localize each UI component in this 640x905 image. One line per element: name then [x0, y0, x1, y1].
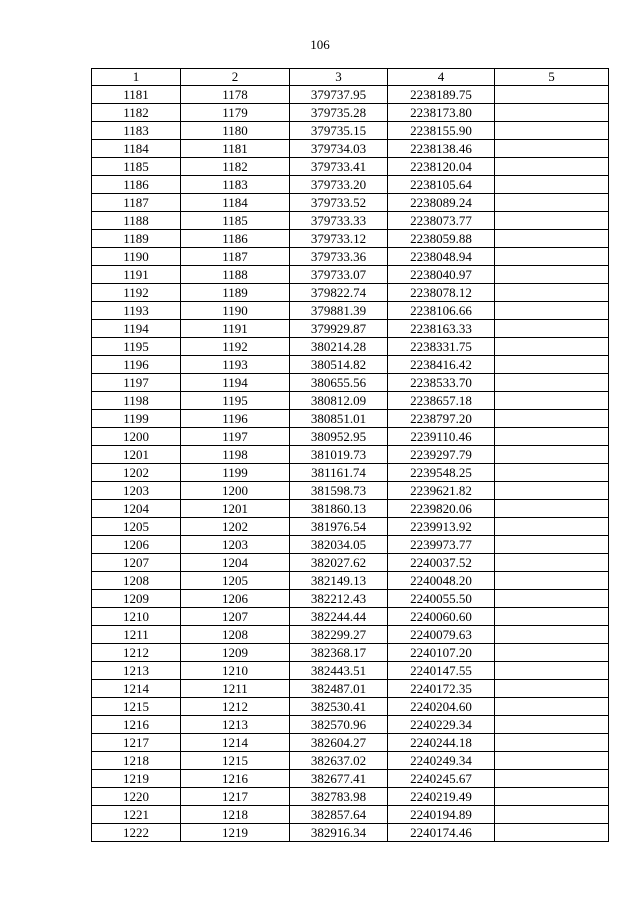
- table-cell: 2238106.66: [388, 302, 495, 320]
- table-cell: [495, 554, 609, 572]
- table-row: [92, 338, 609, 356]
- table-cell: 2240172.35: [388, 680, 495, 698]
- table-row: [92, 320, 609, 338]
- table-cell: 382244.44: [290, 608, 388, 626]
- table-cell: 1213: [92, 662, 181, 680]
- table-cell: 2240079.63: [388, 626, 495, 644]
- table-cell: [495, 374, 609, 392]
- column-header: 4: [388, 69, 495, 86]
- table-cell: 382443.51: [290, 662, 388, 680]
- table-cell: 382149.13: [290, 572, 388, 590]
- table-cell: 1196: [181, 410, 290, 428]
- table-cell: 1199: [181, 464, 290, 482]
- table-cell: 2238657.18: [388, 392, 495, 410]
- table-cell: 1201: [92, 446, 181, 464]
- table-cell: 2239621.82: [388, 482, 495, 500]
- table-cell: 1197: [92, 374, 181, 392]
- table-body: [92, 86, 609, 842]
- table-cell: 1198: [92, 392, 181, 410]
- table-cell: [495, 122, 609, 140]
- table-cell: 1208: [181, 626, 290, 644]
- table-cell: 2240048.20: [388, 572, 495, 590]
- table-cell: 381976.54: [290, 518, 388, 536]
- table-cell: 382857.64: [290, 806, 388, 824]
- table-cell: 1206: [181, 590, 290, 608]
- table-cell: 1204: [92, 500, 181, 518]
- table-row: [92, 176, 609, 194]
- table-cell: 1219: [181, 824, 290, 842]
- table-cell: 380851.01: [290, 410, 388, 428]
- table-cell: [495, 86, 609, 104]
- table-row: [92, 572, 609, 590]
- table-cell: 379733.33: [290, 212, 388, 230]
- table-cell: 380952.95: [290, 428, 388, 446]
- table-cell: [495, 716, 609, 734]
- table-cell: 380655.56: [290, 374, 388, 392]
- table-cell: 1182: [92, 104, 181, 122]
- table-row: [92, 680, 609, 698]
- table-cell: 1195: [181, 392, 290, 410]
- table-cell: 2239297.79: [388, 446, 495, 464]
- table-cell: 1187: [181, 248, 290, 266]
- table-row: [92, 284, 609, 302]
- table-cell: 382368.17: [290, 644, 388, 662]
- table-cell: 1202: [181, 518, 290, 536]
- table-row: [92, 410, 609, 428]
- table-cell: 2240107.20: [388, 644, 495, 662]
- table-cell: [495, 266, 609, 284]
- table-cell: 2238416.42: [388, 356, 495, 374]
- table-cell: 379733.07: [290, 266, 388, 284]
- table-cell: 382027.62: [290, 554, 388, 572]
- table-cell: 1221: [92, 806, 181, 824]
- table-cell: 1178: [181, 86, 290, 104]
- table-cell: [495, 410, 609, 428]
- table-row: [92, 554, 609, 572]
- table-cell: 1215: [181, 752, 290, 770]
- table-cell: 380214.28: [290, 338, 388, 356]
- table-cell: 2238048.94: [388, 248, 495, 266]
- table-row: [92, 86, 609, 104]
- table-cell: 1217: [92, 734, 181, 752]
- table-cell: 2240147.55: [388, 662, 495, 680]
- table-cell: 382570.96: [290, 716, 388, 734]
- table-cell: [495, 518, 609, 536]
- table-cell: 2240174.46: [388, 824, 495, 842]
- table-row: [92, 104, 609, 122]
- table-cell: 382916.34: [290, 824, 388, 842]
- table-row: [92, 788, 609, 806]
- table-cell: 380812.09: [290, 392, 388, 410]
- table-cell: 1198: [181, 446, 290, 464]
- table-cell: 1208: [92, 572, 181, 590]
- column-header: 5: [495, 69, 609, 86]
- table-cell: 2238089.24: [388, 194, 495, 212]
- table-cell: 379733.52: [290, 194, 388, 212]
- table-cell: 1209: [181, 644, 290, 662]
- table-cell: [495, 806, 609, 824]
- table-cell: 1214: [92, 680, 181, 698]
- table-cell: [495, 104, 609, 122]
- table-cell: 2239973.77: [388, 536, 495, 554]
- table-cell: 2240204.60: [388, 698, 495, 716]
- table-cell: 1193: [92, 302, 181, 320]
- table-cell: [495, 752, 609, 770]
- column-header: 2: [181, 69, 290, 86]
- column-header: 1: [92, 69, 181, 86]
- table-cell: 382487.01: [290, 680, 388, 698]
- table-cell: 1194: [92, 320, 181, 338]
- table-row: [92, 122, 609, 140]
- table-cell: 2238797.20: [388, 410, 495, 428]
- table-cell: 1200: [181, 482, 290, 500]
- table-cell: 1186: [92, 176, 181, 194]
- table-cell: 1188: [181, 266, 290, 284]
- table-cell: [495, 230, 609, 248]
- table-cell: 382034.05: [290, 536, 388, 554]
- table-cell: [495, 626, 609, 644]
- table-cell: [495, 212, 609, 230]
- table-cell: 379737.95: [290, 86, 388, 104]
- table-row: [92, 356, 609, 374]
- column-header: 3: [290, 69, 388, 86]
- table-cell: 2240060.60: [388, 608, 495, 626]
- table-row: [92, 446, 609, 464]
- table-cell: [495, 824, 609, 842]
- table-cell: 1220: [92, 788, 181, 806]
- table-row: [92, 302, 609, 320]
- table-cell: 381161.74: [290, 464, 388, 482]
- table-cell: 1181: [92, 86, 181, 104]
- table-cell: 1215: [92, 698, 181, 716]
- table-cell: 1219: [92, 770, 181, 788]
- table-row: [92, 608, 609, 626]
- table-cell: 1200: [92, 428, 181, 446]
- table-cell: 1191: [181, 320, 290, 338]
- table-cell: 2238105.64: [388, 176, 495, 194]
- table-cell: 2238059.88: [388, 230, 495, 248]
- table-row: [92, 194, 609, 212]
- table-cell: 1203: [181, 536, 290, 554]
- table-cell: [495, 608, 609, 626]
- table-cell: 1180: [181, 122, 290, 140]
- table-cell: 1183: [92, 122, 181, 140]
- table-cell: [495, 338, 609, 356]
- table-cell: 1197: [181, 428, 290, 446]
- table-cell: 2240244.18: [388, 734, 495, 752]
- table-cell: [495, 248, 609, 266]
- table-cell: 2240037.52: [388, 554, 495, 572]
- table-cell: [495, 158, 609, 176]
- table-cell: 2240249.34: [388, 752, 495, 770]
- table-cell: [495, 302, 609, 320]
- table-cell: 1222: [92, 824, 181, 842]
- table-cell: 2238163.33: [388, 320, 495, 338]
- table-cell: 2239110.46: [388, 428, 495, 446]
- table-cell: 382530.41: [290, 698, 388, 716]
- table-row: [92, 590, 609, 608]
- table-cell: 2240245.67: [388, 770, 495, 788]
- table-cell: 2238073.77: [388, 212, 495, 230]
- table-row: [92, 392, 609, 410]
- table-cell: 1216: [92, 716, 181, 734]
- table-cell: [495, 176, 609, 194]
- table-cell: 381860.13: [290, 500, 388, 518]
- table-cell: 2238138.46: [388, 140, 495, 158]
- table-cell: 1199: [92, 410, 181, 428]
- table-cell: 1213: [181, 716, 290, 734]
- table-cell: 1190: [181, 302, 290, 320]
- table-cell: 379733.12: [290, 230, 388, 248]
- table-cell: 379733.36: [290, 248, 388, 266]
- table-row: [92, 482, 609, 500]
- table-cell: 1192: [92, 284, 181, 302]
- table-cell: [495, 284, 609, 302]
- table-cell: 2238173.80: [388, 104, 495, 122]
- table-row: [92, 626, 609, 644]
- table-cell: 1183: [181, 176, 290, 194]
- table-cell: [495, 464, 609, 482]
- table-cell: 1189: [92, 230, 181, 248]
- table-cell: [495, 680, 609, 698]
- table-cell: 1205: [181, 572, 290, 590]
- table-cell: 1189: [181, 284, 290, 302]
- table-cell: [495, 446, 609, 464]
- table-cell: 1210: [92, 608, 181, 626]
- table-row: [92, 158, 609, 176]
- table-cell: [495, 140, 609, 158]
- table-cell: 1193: [181, 356, 290, 374]
- table-cell: 1218: [92, 752, 181, 770]
- table-row: [92, 770, 609, 788]
- table-cell: 382212.43: [290, 590, 388, 608]
- table-cell: 2240229.34: [388, 716, 495, 734]
- table-cell: 1186: [181, 230, 290, 248]
- table-row: [92, 140, 609, 158]
- table-cell: 2239548.25: [388, 464, 495, 482]
- table-cell: 1185: [181, 212, 290, 230]
- table-cell: 2239913.92: [388, 518, 495, 536]
- table-row: [92, 428, 609, 446]
- table-cell: 1216: [181, 770, 290, 788]
- table-row: [92, 662, 609, 680]
- table-cell: [495, 788, 609, 806]
- table-cell: 1202: [92, 464, 181, 482]
- table-cell: 2238155.90: [388, 122, 495, 140]
- page-number: 106: [310, 37, 330, 52]
- table-row: [92, 806, 609, 824]
- table-cell: 382637.02: [290, 752, 388, 770]
- table-cell: 1209: [92, 590, 181, 608]
- table-cell: 1218: [181, 806, 290, 824]
- table-cell: 2239820.06: [388, 500, 495, 518]
- table-cell: 1181: [181, 140, 290, 158]
- table-cell: 379733.20: [290, 176, 388, 194]
- table-cell: 1184: [181, 194, 290, 212]
- table-row: [92, 230, 609, 248]
- table-row: [92, 500, 609, 518]
- table-cell: 1214: [181, 734, 290, 752]
- table-cell: 1204: [181, 554, 290, 572]
- table-cell: 1179: [181, 104, 290, 122]
- table-cell: [495, 356, 609, 374]
- table-cell: 2240219.49: [388, 788, 495, 806]
- table-cell: 2238533.70: [388, 374, 495, 392]
- table-cell: 1217: [181, 788, 290, 806]
- table-cell: [495, 662, 609, 680]
- table-cell: 379735.28: [290, 104, 388, 122]
- table-cell: [495, 194, 609, 212]
- table-row: [92, 752, 609, 770]
- table-row: [92, 824, 609, 842]
- table-cell: [495, 572, 609, 590]
- table-cell: [495, 590, 609, 608]
- coordinates-table: [91, 68, 609, 842]
- table-cell: 2238120.04: [388, 158, 495, 176]
- table-cell: 2238078.12: [388, 284, 495, 302]
- table-cell: 1201: [181, 500, 290, 518]
- table-row: [92, 536, 609, 554]
- table-cell: [495, 644, 609, 662]
- table-row: [92, 734, 609, 752]
- table-row: [92, 716, 609, 734]
- table-cell: 1206: [92, 536, 181, 554]
- table-cell: 2240194.89: [388, 806, 495, 824]
- table-cell: 1192: [181, 338, 290, 356]
- table-row: [92, 464, 609, 482]
- table-cell: 1182: [181, 158, 290, 176]
- table-cell: 379735.15: [290, 122, 388, 140]
- table-cell: 380514.82: [290, 356, 388, 374]
- table-cell: 1190: [92, 248, 181, 266]
- table-cell: 1205: [92, 518, 181, 536]
- table-row: [92, 374, 609, 392]
- table-cell: [495, 500, 609, 518]
- table-cell: 1203: [92, 482, 181, 500]
- table-cell: 1188: [92, 212, 181, 230]
- table-cell: 1211: [92, 626, 181, 644]
- table-cell: 2238189.75: [388, 86, 495, 104]
- table-cell: 382783.98: [290, 788, 388, 806]
- table-row: [92, 266, 609, 284]
- table-row: [92, 248, 609, 266]
- table-cell: 379929.87: [290, 320, 388, 338]
- table-cell: 1191: [92, 266, 181, 284]
- table-cell: 381019.73: [290, 446, 388, 464]
- table-cell: 1194: [181, 374, 290, 392]
- table-cell: [495, 428, 609, 446]
- table-cell: 2238040.97: [388, 266, 495, 284]
- table-cell: 382604.27: [290, 734, 388, 752]
- table-header-row: [92, 69, 609, 86]
- table-cell: 382299.27: [290, 626, 388, 644]
- table-cell: 379881.39: [290, 302, 388, 320]
- table-cell: [495, 734, 609, 752]
- table-cell: 1196: [92, 356, 181, 374]
- table-cell: 1195: [92, 338, 181, 356]
- table-cell: 2240055.50: [388, 590, 495, 608]
- table-row: [92, 644, 609, 662]
- table-cell: 2238331.75: [388, 338, 495, 356]
- table-cell: 379734.03: [290, 140, 388, 158]
- table-row: [92, 518, 609, 536]
- table-cell: 1185: [92, 158, 181, 176]
- table-cell: 379733.41: [290, 158, 388, 176]
- table-row: [92, 212, 609, 230]
- table-cell: [495, 770, 609, 788]
- table-cell: 1212: [92, 644, 181, 662]
- table-cell: 1187: [92, 194, 181, 212]
- table-cell: 1207: [92, 554, 181, 572]
- table-cell: 1210: [181, 662, 290, 680]
- table-cell: 382677.41: [290, 770, 388, 788]
- table-cell: [495, 536, 609, 554]
- table-cell: [495, 392, 609, 410]
- table-cell: [495, 320, 609, 338]
- table-cell: 1207: [181, 608, 290, 626]
- table-cell: [495, 482, 609, 500]
- table-cell: 1184: [92, 140, 181, 158]
- table-cell: 381598.73: [290, 482, 388, 500]
- table-cell: 1211: [181, 680, 290, 698]
- table-row: [92, 698, 609, 716]
- table-cell: 1212: [181, 698, 290, 716]
- table-cell: [495, 698, 609, 716]
- table-cell: 379822.74: [290, 284, 388, 302]
